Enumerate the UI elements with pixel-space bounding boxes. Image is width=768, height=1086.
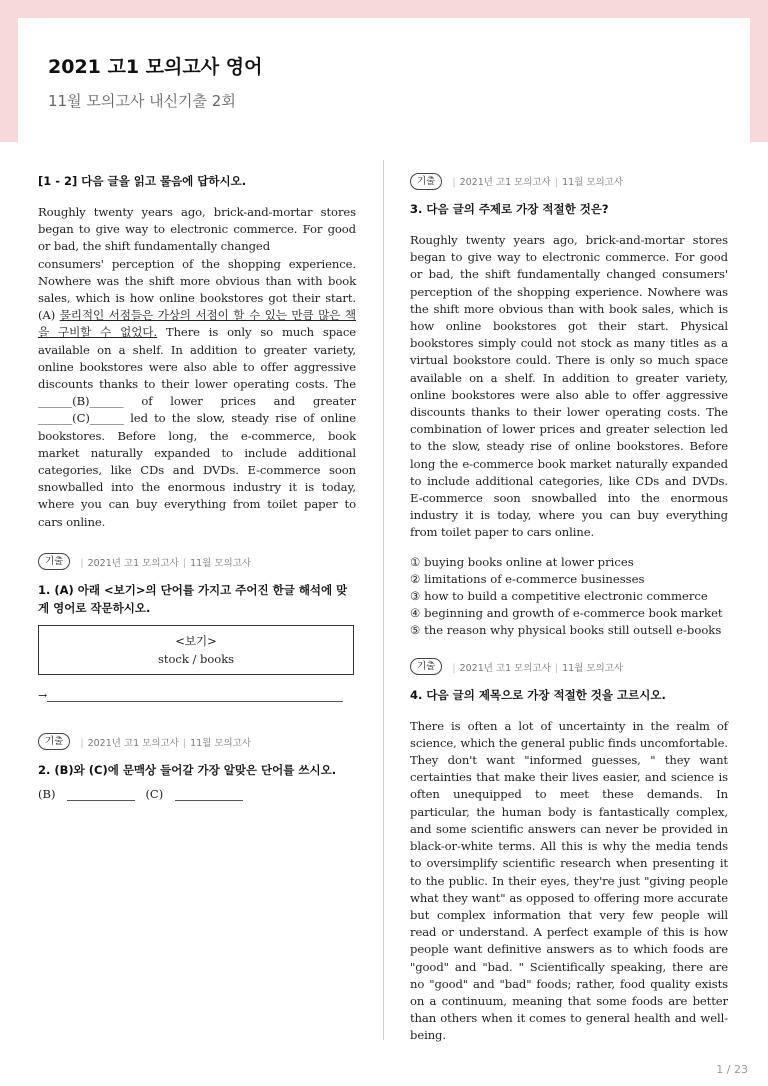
tag-year: 2021년 고1 모의고사	[459, 177, 551, 188]
tag-month: 11월 모의고사	[190, 737, 252, 749]
q3-option-5[interactable]: ⑤ the reason why physical books still outsell e-books	[410, 623, 722, 638]
tag-badge: 기출	[410, 658, 442, 675]
header-card	[18, 18, 750, 142]
tag-year: 2021년 고1 모의고사	[87, 557, 179, 569]
bogi-box	[38, 625, 354, 675]
q3-option-1[interactable]: ① buying books online at lower prices	[410, 554, 634, 569]
tag-month: 11월 모의고사	[562, 177, 624, 188]
q3-passage: Roughly twenty years ago, brick-and-mortar stores began to give way to electronic commerce. For good or bad, the shift fundamentally changed consumers' perception of the shopping experience. Nowhere was the shift more obvious than with book sales, which is how online bookstores got their start. Physical bookstores simply could not stock as many titles as a virtual bookstore could. There is only so much space available on a shelf. In addition to greater variety, online bookstores were also able to offer aggressive discounts thanks to their lower operating costs. The combination of lower prices and greater selection led to the slow, steady rise of online bookstores. Before long the e-commerce book market naturally expanded to include additional categories, like CDs and DVDs. E-commerce soon snowballed into the enormous industry it is today, where you can buy everything from toilet paper to cars online.	[410, 233, 728, 540]
tag-badge: 기출	[38, 733, 70, 750]
tag-month: 11월 모의고사	[190, 557, 252, 569]
blank-c-input[interactable]	[175, 788, 243, 801]
tag-month: 11월 모의고사	[562, 662, 624, 674]
q4-passage: There is often a lot of uncertainty in the realm of science, which the general public finds uncomfortable. They don't want "informed guesses, " they want certainties that make their lives easier, and science is often unequipped to meet these demands. In particular, the human body is fantastically complex, and some scientific answers can never be provided in black-or-white terms. All this is why the media tends to oversimplify scientific research when presenting it to the public. In their eyes, they're just "giving people what they want" as opposed to offering more accurate but complex information that very few people will read or understand. A perfect example of this is how people want definitive answers as to which foods are "good" and "bad. " Scientifically speaking, there are no "good" and "bad" foods; rather, food quality exists on a continuum, meaning that some foods are better than others when it comes to general health and well-being.	[410, 718, 728, 1043]
q3-heading: 3. 다음 글의 주제로 가장 적절한 것은?	[410, 202, 609, 216]
q1-answer-line[interactable]	[38, 689, 356, 707]
q3-source-tag: 기출 | 2021년 고1 모의고사 | 11월 모의고사	[410, 172, 728, 190]
tag-badge: 기출	[410, 173, 442, 190]
q4-source-tag: 기출 | 2021년 고1 모의고사 | 11월 모의고사	[410, 658, 728, 676]
page-subtitle: 11월 모의고사 내신기출 2회	[48, 92, 236, 110]
page-title: 2021 고1 모의고사 영어	[48, 56, 263, 78]
q2-source-tag: 기출 | 2021년 고1 모의고사 | 11월 모의고사	[38, 733, 356, 751]
bogi-label: <보기>	[175, 633, 217, 648]
left-column	[38, 172, 356, 801]
q3-option-2[interactable]: ② limitations of e-commerce businesses	[410, 571, 645, 586]
q1-2-heading: [1 - 2] 다음 글을 읽고 물음에 답하시오.	[38, 174, 247, 188]
q2-heading: 2. (B)와 (C)에 문맥상 들어갈 가장 알맞은 단어를 쓰시오.	[38, 762, 337, 777]
tag-year: 2021년 고1 모의고사	[87, 737, 179, 749]
passage-part2: consumers' perception of the shopping experience. Nowhere was the shift more obvious than with book sales, which is how online bookstores got their start. (A)	[38, 256, 356, 323]
q3-option-4[interactable]: ④ beginning and growth of e-commerce book market	[410, 606, 723, 621]
page-number: 1 / 23	[716, 1063, 748, 1076]
q3-option-3[interactable]: ③ how to build a competitive electronic commerce	[410, 589, 708, 604]
tag-badge: 기출	[38, 553, 70, 570]
left-passage	[38, 204, 356, 531]
blank-b-input[interactable]	[67, 788, 135, 801]
right-column	[410, 172, 728, 1045]
blank-c-label: (C)	[145, 786, 164, 801]
tag-year: 2021년 고1 모의고사	[459, 662, 551, 674]
q2-blanks	[38, 787, 356, 801]
passage-underlined-korean: 물리적인 서점들은 가상의 서점이 할 수 있는 만큼 많은 책을 구비할 수 없었다.	[38, 308, 356, 340]
answer-arrow: →	[38, 688, 48, 702]
q1-source-tag: 기출 | 2021년 고1 모의고사 | 11월 모의고사	[38, 553, 356, 571]
bogi-words: stock / books	[157, 651, 235, 666]
passage-part1: Roughly twenty years ago, brick-and-mortar stores began to give way to electronic commerce. For good or bad, the shift fundamentally changed	[38, 205, 356, 254]
column-divider	[383, 160, 384, 1040]
passage-part3: There is only so much space available on a shelf. In addition to greater variety, online bookstores were also able to offer aggressive discounts thanks to their lower operating costs. The ______(B)______ of lower prices and greater ______(C)______ led to the slow, steady rise of online bookstores. Before long, the e-commerce, book market naturally expanded to include additional categories, like CDs and DVDs. E-commerce soon snowballed into the enormous industry it is today, where you can buy everything from toilet paper to cars online.	[38, 325, 356, 529]
blank-b-label: (B)	[38, 786, 56, 801]
q3-options	[410, 554, 728, 640]
q1-heading: 1. (A) 아래 <보기>의 단어를 가지고 주어진 한글 해석에 맞게 영어로 작문하시오.	[38, 582, 348, 615]
q4-heading: 4. 다음 글의 제목으로 가장 적절한 것을 고르시오.	[410, 687, 666, 702]
